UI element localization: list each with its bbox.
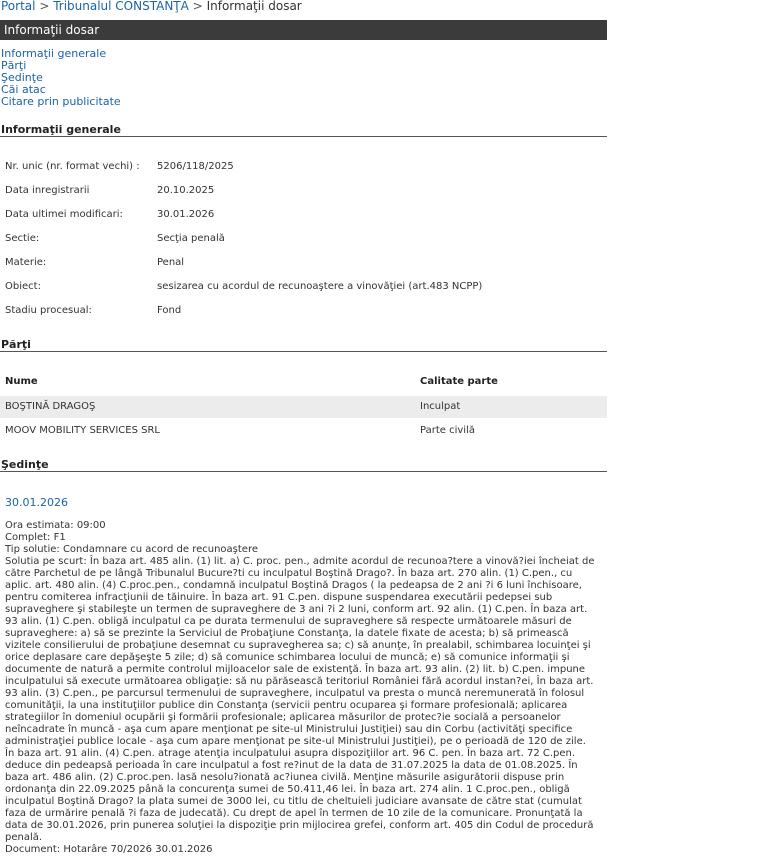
breadcrumb-current: Informaţii dosar bbox=[206, 0, 302, 13]
party-name: MOOV MOBILITY SERVICES SRL bbox=[5, 425, 160, 436]
session-solution-summary: Solutia pe scurt: În baza art. 485 alin. (1) lit. a) C. proc. pen., admite acordul de recunoa?tere a vinovă?iei încheiat de către Parchetul de pe lângă Tribunalul Bucure?ti cu inculpatul Boştină Drago?. În baza art. 270 alin. (1) C.pen., cu aplic. art. 480 alin. (4) C.proc.pen., condamnă inculpatul Boştină Dragos ( la pedeapsa de 2 ani ?i 6 luni închisoare, pentru comiterea infracţiunii de tăinuire. În baza art. 91 C.pen. dispune suspendarea executării pedepsei sub supraveghere şi stabileşte un termen de supraveghere de 3 ani ?i 2 luni, conform art. 92 alin. (1) C.pen. În baza art. 93 alin. (1) C.pen. obligă inculpatul ca pe durata termenului de supraveghere să respecte următoarele măsuri de supraveghere: a) să se prezinte la Serviciul de Probaţiune Constanţa, la datele fixate de acesta; b) să primească vizitele consilierului de probaţiune desemnat cu supravegherea sa; c) să anunţe, în prealabil, schimbarea locuinţei şi orice deplasare care depăşeşte 5 zile; d) să comunice schimbarea locului de muncă; e) să comunice informaţii şi documente de natură a permite controlul mijloacelor sale de existenţă. În baza art. 93 alin. (2) lit. b) C.pen. impune inculpatului să execute următoarea obligaţie: să nu părăsească teritoriul României fără acordul instan?ei, În baza art. 93 alin. (3) C.pen., pe parcursul termenului de supraveghere, inculpatul va presta o muncă neremunerată în folosul comunităţii, la una instituţiilor publice din Constanţa (servicii pentru ocuparea şi formare profesională; aplicarea strategiilor în domeniul ocupării şi formării profesionale; aplicarea măsurilor de protec?ie socială a persoanelor neîncadrate în muncă - aşa cum apare menţionat pe site-ul Ministrului Justiţiei) sau din Corbu (activităţi specifice administraţiei publice locale - aşa cum apare menţionat pe site-ul Ministrului Justiţiei), pe o perioadă de 120 de zile. În baza art. 91 alin. (4) C.pen. atrage atenţia inculpatului asupra dispoziţiilor art. 96 C. pen. În baza art. 72 C.pen. deduce din pedeapsă perioada în care inculpatul a fost re?inut de la data de 31.07.2025 la data de 01.08.2025. În baza art. 486 alin. (2) C.proc.pen. lasă nesolu?ionată ac?iunea civilă. Menţine măsurile asigurătorii dispuse prin ordonanţa din 22.09.2025 până la concurenţa sumei de 50.411,46 lei. În baza art. 274 alin. 1 C.proc.pen., obligă inculpatul Boştină Drago? la plata sumei de 3000 lei, cu titlu de cheltuieli judiciare avansate de către stat (cumulat faza de urmărire penală ?i faza de judecată). Cu drept de apel în termen de 10 zile de la comunicare. Pronunţată la data de 30.01.2026, prin punerea soluţiei la dispoziţie prin mijlocirea grefei, conform art. 405 din Codul de procedură penală. bbox=[5, 556, 595, 843]
info-value: Penal bbox=[157, 257, 185, 268]
info-value: Secţia penală bbox=[157, 233, 225, 244]
table-row bbox=[0, 396, 607, 418]
session-document: Document: Hotarâre 70/2026 30.01.2026 bbox=[5, 844, 213, 855]
info-label: Obiect: bbox=[5, 281, 41, 292]
session-solution-type: Tip solutie: Condamnare cu acord de recunoaştere bbox=[5, 544, 258, 555]
info-value: 20.10.2025 bbox=[157, 185, 215, 196]
nav-link-informatii-generale[interactable]: Informaţii generale bbox=[1, 47, 107, 60]
info-value: 30.01.2026 bbox=[157, 209, 215, 220]
info-value: 5206/118/2025 bbox=[157, 161, 234, 172]
page-title-bar: Informaţii dosar bbox=[0, 20, 607, 40]
nav-link-cai-atac[interactable]: Căi atac bbox=[1, 83, 46, 96]
table-row bbox=[0, 420, 607, 442]
info-label: Nr. unic (nr. format vechi) : bbox=[5, 161, 140, 172]
section-nav bbox=[1, 48, 121, 108]
info-label: Data inregistrarii bbox=[5, 185, 90, 196]
party-name: BOŞTINĂ DRAGOŞ bbox=[5, 401, 96, 412]
info-label: Stadiu procesual: bbox=[5, 305, 92, 316]
nav-link-sedinte[interactable]: Şedinţe bbox=[1, 71, 43, 84]
info-label: Data ultimei modificari: bbox=[5, 209, 123, 220]
nav-link-parti[interactable]: Părţi bbox=[1, 59, 27, 72]
breadcrumb-separator: > bbox=[39, 0, 50, 13]
parti-table-header bbox=[0, 376, 607, 390]
breadcrumb-separator: > bbox=[192, 0, 203, 13]
section-heading-general: Informaţii generale bbox=[0, 123, 607, 137]
nav-link-citare[interactable]: Citare prin publicitate bbox=[1, 95, 121, 108]
party-role: Parte civilă bbox=[420, 425, 475, 436]
section-heading-parti: Părţi bbox=[0, 338, 607, 352]
session-panel: Complet: F1 bbox=[5, 532, 66, 543]
session-date: 30.01.2026 bbox=[5, 496, 68, 509]
breadcrumb bbox=[1, 0, 302, 13]
info-label: Sectie: bbox=[5, 233, 40, 244]
breadcrumb-court-link[interactable]: Tribunalul CONSTANŢA bbox=[53, 0, 189, 13]
info-value: Fond bbox=[157, 305, 182, 316]
breadcrumb-portal-link[interactable]: Portal bbox=[1, 0, 36, 13]
session-details bbox=[5, 520, 597, 856]
party-role: Inculpat bbox=[420, 401, 461, 412]
info-value: sesizarea cu acordul de recunoaştere a vinovăţiei (art.483 NCPP) bbox=[157, 281, 483, 292]
column-header-calitate: Calitate parte bbox=[420, 376, 498, 387]
column-header-nume: Nume bbox=[5, 376, 38, 387]
section-heading-sedinte: Şedinţe bbox=[0, 458, 607, 472]
session-time: Ora estimata: 09:00 bbox=[5, 520, 106, 531]
info-label: Materie: bbox=[5, 257, 47, 268]
